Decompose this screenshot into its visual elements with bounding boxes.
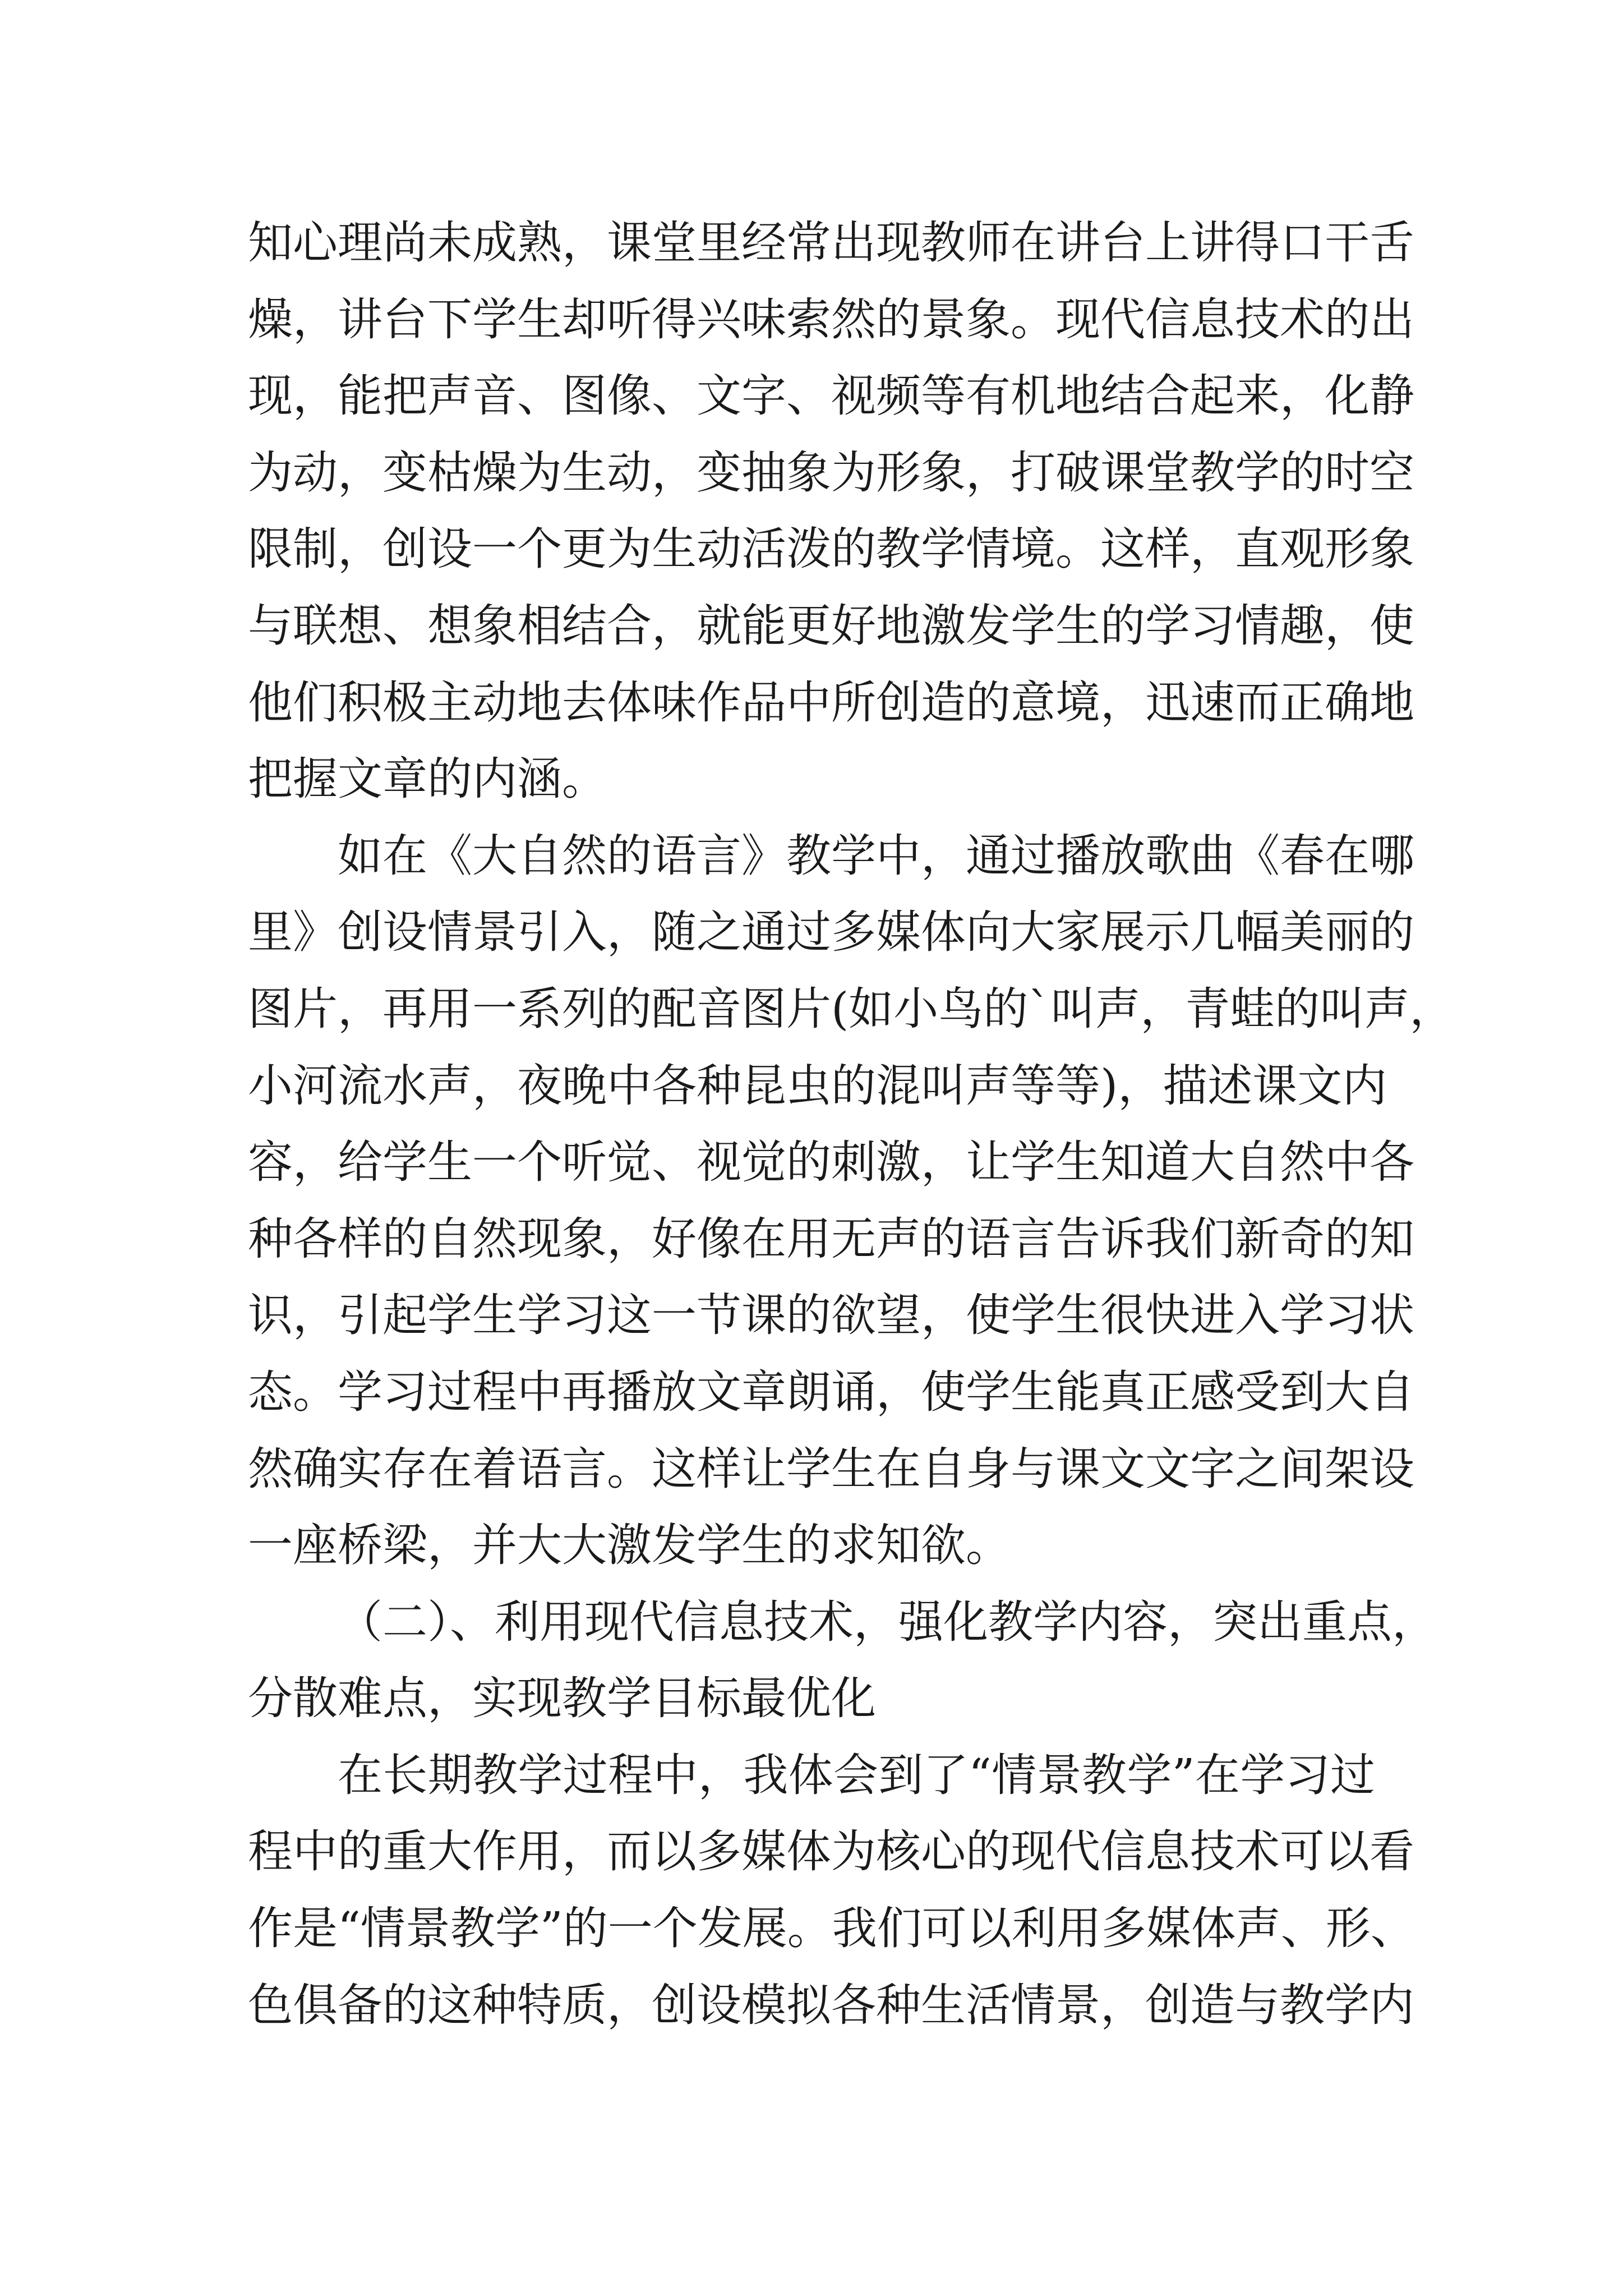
text-line: 燥，讲台下学生却听得兴味索然的景象。现代信息技术的出 [248,293,1414,346]
text-line: 小河流水声，夜晚中各种昆虫的混叫声等等)，描述课文内 [248,1059,1387,1112]
section-heading-line: 分散难点，实现教学目标最优化 [248,1672,876,1725]
section-heading-line: （二）、利用现代信息技术，强化教学内容，突出重点， [338,1595,1437,1648]
text-line: 在长期教学过程中，我体会到了“情景教学”在学习过 [338,1749,1375,1801]
text-line: 知心理尚未成熟，课堂里经常出现教师在讲台上讲得口干舌 [248,217,1414,269]
text-line: 与联想、想象相结合，就能更好地激发学生的学习情趣，使 [248,599,1414,652]
text-line: 识，引起学生学习这一节课的欲望，使学生很快进入学习状 [248,1289,1414,1342]
text-line: 容，给学生一个听觉、视觉的刺激，让学生知道大自然中各 [248,1136,1414,1189]
text-line: 态。学习过程中再播放文章朗诵，使学生能真正感受到大自 [248,1365,1414,1418]
text-line: 种各样的自然现象，好像在用无声的语言告诉我们新奇的知 [248,1212,1414,1265]
text-line: 程中的重大作用，而以多媒体为核心的现代信息技术可以看 [248,1825,1414,1878]
text-line: 色俱备的这种特质，创设模拟各种生活情景，创造与教学内 [248,1978,1414,2031]
text-line: 一座桥梁，并大大激发学生的求知欲。 [248,1519,1011,1572]
text-line: 他们积极主动地去体味作品中所创造的意境，迅速而正确地 [248,676,1414,729]
text-line: 为动，变枯燥为生动，变抽象为形象，打破课堂教学的时空 [248,446,1414,499]
text-line: 图片，再用一系列的配音图片(如小鸟的`叫声，青蛙的叫声， [248,982,1455,1035]
text-line: 里》创设情景引入，随之通过多媒体向大家展示几幅美丽的 [248,906,1414,959]
text-line: 然确实存在着语言。这样让学生在自身与课文文字之间架设 [248,1442,1414,1495]
text-line: 作是“情景教学”的一个发展。我们可以利用多媒体声、形、 [248,1902,1415,1955]
text-line: 如在《大自然的语言》教学中，通过播放歌曲《春在哪 [338,829,1414,882]
body-text [248,205,1455,2044]
text-line: 限制，创设一个更为生动活泼的教学情境。这样，直观形象 [248,523,1414,576]
text-line: 现，能把声音、图像、文字、视频等有机地结合起来，化静 [248,370,1414,422]
text-line: 把握文章的内涵。 [248,753,607,806]
